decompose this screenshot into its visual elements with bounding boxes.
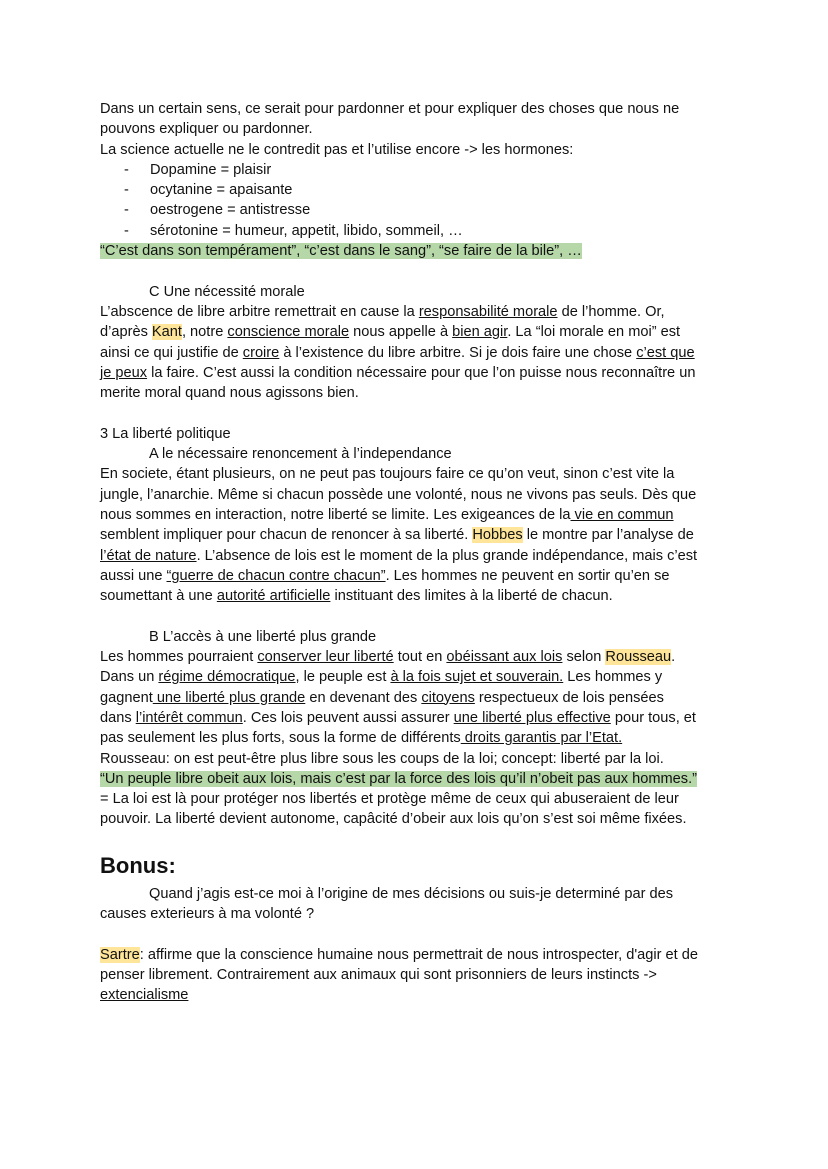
paragraph-line: Les hommes pourraient conserver leur liberté tout en obéissant aux lois selon Rousseau. bbox=[100, 649, 676, 666]
paragraph-line: En societe, étant plusieurs, on ne peut pas toujours faire ce qu’on veut, sinon c’est vite la bbox=[100, 466, 675, 483]
paragraph-line: Sartre: affirme que la conscience humaine nous permettrait de nous introspecter, d'agir et de bbox=[100, 946, 698, 963]
section-heading: B L’accès à une liberté plus grande bbox=[149, 628, 377, 645]
paragraph-line: pas seulement les plus forts, sous la forme de différents droits garantis par l’Etat. bbox=[100, 730, 623, 747]
highlighted-quote: “C’est dans son tempérament”, “c’est dans le sang”, “se faire de la bile”, … bbox=[100, 243, 582, 260]
paragraph-line: aussi une “guerre de chacun contre chacun”. Les hommes ne peuvent en sortir qu’en se bbox=[100, 567, 670, 584]
highlighted-name: Sartre bbox=[100, 946, 140, 963]
list-item: - Dopamine = plaisir bbox=[124, 161, 272, 178]
highlighted-name: Kant bbox=[151, 324, 182, 341]
paragraph-line: extencialisme bbox=[100, 987, 189, 1004]
section-title: 3 La liberté politique bbox=[100, 425, 231, 442]
paragraph-line: causes exterieurs à ma volonté ? bbox=[100, 905, 315, 922]
document-body bbox=[100, 99, 740, 1005]
hormone-list bbox=[100, 160, 740, 241]
paragraph-line: d’après Kant, notre conscience morale nous appelle à bien agir. La “loi morale en moi” est bbox=[100, 324, 681, 341]
paragraph-line: = La loi est là pour protéger nos libertés et protège même de ceux qui abuseraient de leur bbox=[100, 791, 679, 808]
paragraph-line: pouvoir. La liberté devient autonome, capâcité d’obeir aux lois qu’on s’est soi même fixées. bbox=[100, 811, 687, 828]
section-heading: A le nécessaire renoncement à l’independance bbox=[149, 446, 452, 463]
paragraph-line: Rousseau: on est peut-être plus libre sous les coups de la loi; concept: liberté par la loi. bbox=[100, 750, 664, 767]
paragraph-line: dans l’intérêt commun. Ces lois peuvent aussi assurer une liberté plus effective pour tous, et bbox=[100, 709, 696, 726]
paragraph-line: penser librement. Contrairement aux animaux qui sont prisonniers de leurs instincts -> bbox=[100, 966, 657, 983]
paragraph-line: nous sommes en interaction, notre liberté se limite. Les exigeances de la vie en commun bbox=[100, 506, 674, 523]
paragraph-line: pouvons expliquer ou pardonner. bbox=[100, 121, 313, 138]
paragraph-line: Quand j’agis est-ce moi à l’origine de mes décisions ou suis-je determiné par des bbox=[149, 885, 674, 902]
list-item: - oestrogene = antistresse bbox=[124, 202, 311, 219]
paragraph-line: semblent impliquer pour chacun de renoncer à sa liberté. Hobbes le montre par l’analyse de bbox=[100, 527, 694, 544]
paragraph-line: Dans un certain sens, ce serait pour pardonner et pour expliquer des choses que nous ne bbox=[100, 101, 680, 117]
section-heading: C Une nécessité morale bbox=[149, 283, 305, 300]
list-item: - ocytanine = apaisante bbox=[124, 182, 293, 199]
paragraph-line: jungle, l’anarchie. Même si chacun possède une volonté, nous ne vivons pas seuls. Dès que bbox=[100, 486, 697, 503]
paragraph-line: La science actuelle ne le contredit pas et l’utilise encore -> les hormones: bbox=[100, 141, 574, 158]
paragraph-line: L’abscence de libre arbitre remettrait en cause la responsabilité morale de l’homme. Or, bbox=[100, 303, 665, 320]
list-item: - sérotonine = humeur, appetit, libido, sommeil, … bbox=[124, 222, 463, 239]
bonus-title: Bonus: bbox=[100, 852, 176, 878]
paragraph-line: l’état de nature. L’absence de lois est le moment de la plus grande indépendance, mais c’est bbox=[100, 547, 698, 564]
paragraph-line: ainsi ce qui justifie de croire à l’existence du libre arbitre. Si je dois faire une chose c’est que bbox=[100, 344, 695, 361]
highlighted-quote: “Un peuple libre obeit aux lois, mais c’est par la force des lois qu’il n’obeit pas aux hommes.” bbox=[100, 770, 698, 787]
paragraph-line: soumettant à une autorité artificielle instituant des limites à la liberté de chacun. bbox=[100, 588, 613, 605]
highlighted-name: Rousseau bbox=[605, 649, 672, 666]
paragraph-line: Dans un régime démocratique, le peuple est à la fois sujet et souverain. Les hommes y bbox=[100, 669, 663, 686]
paragraph-line: je peux la faire. C’est aussi la condition nécessaire pour que l’on puisse nous reconnaître un bbox=[100, 364, 696, 381]
paragraph-line: merite moral quand nous agissons bien. bbox=[100, 385, 359, 402]
paragraph-line: gagnent une liberté plus grande en devenant des citoyens respectueux de lois pensées bbox=[100, 689, 664, 706]
highlighted-name: Hobbes bbox=[472, 527, 523, 544]
